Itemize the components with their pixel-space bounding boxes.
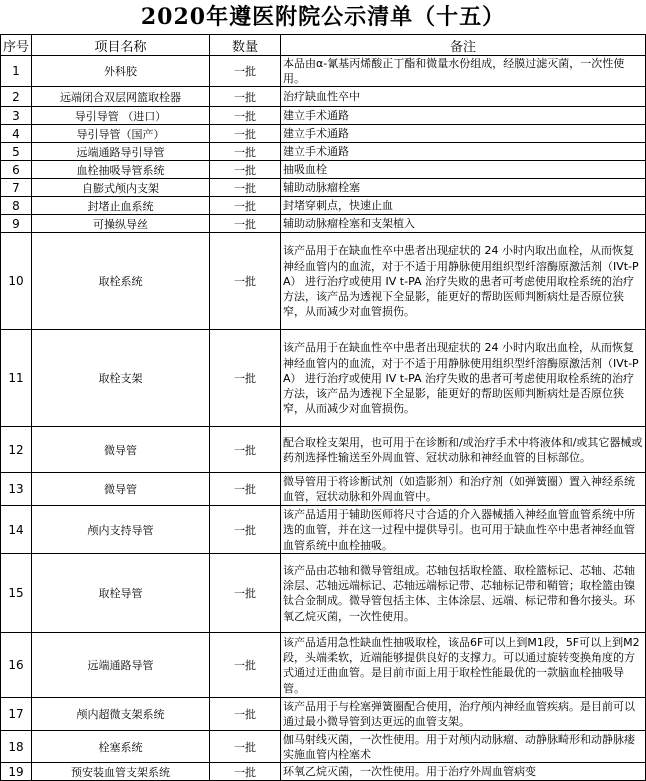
table-row xyxy=(1,107,646,125)
row-note: 配合取栓支架用，也可用于在诊断和/或治疗手术中将液体和/或其它器械或药剂选择性输送至外周血管、冠状动脉和神经血管的目标部位。 xyxy=(281,427,646,473)
table-row xyxy=(1,330,646,427)
table-row xyxy=(1,731,646,763)
row-index: 7 xyxy=(1,179,32,197)
table-row xyxy=(1,233,646,330)
row-item-name: 取栓支架 xyxy=(32,330,210,427)
row-index: 16 xyxy=(1,633,32,698)
row-index: 12 xyxy=(1,427,32,473)
row-item-name: 预安装血管支架系统 xyxy=(32,763,210,781)
row-index: 2 xyxy=(1,87,32,107)
row-quantity: 一批 xyxy=(210,330,281,427)
row-index: 18 xyxy=(1,731,32,763)
row-item-name: 颅内超微支架系统 xyxy=(32,698,210,731)
row-index: 4 xyxy=(1,125,32,143)
row-quantity: 一批 xyxy=(210,506,281,554)
row-index: 8 xyxy=(1,197,32,215)
row-quantity: 一批 xyxy=(210,763,281,781)
row-index: 5 xyxy=(1,143,32,161)
row-quantity: 一批 xyxy=(210,473,281,506)
row-item-name: 取栓系统 xyxy=(32,233,210,330)
table-row xyxy=(1,215,646,233)
row-index: 3 xyxy=(1,107,32,125)
row-item-name: 微导管 xyxy=(32,473,210,506)
row-index: 15 xyxy=(1,554,32,633)
row-item-name: 栓塞系统 xyxy=(32,731,210,763)
row-note: 环氧乙烷灭菌，一次性使用。用于治疗外周血管病变 xyxy=(281,763,646,781)
row-note: 抽吸血栓 xyxy=(281,161,646,179)
row-note: 建立手术通路 xyxy=(281,107,646,125)
table-row xyxy=(1,161,646,179)
row-quantity: 一批 xyxy=(210,87,281,107)
row-index: 10 xyxy=(1,233,32,330)
row-index: 17 xyxy=(1,698,32,731)
table-row xyxy=(1,506,646,554)
row-item-name: 远端闭合双层网篮取栓器 xyxy=(32,87,210,107)
table-row xyxy=(1,427,646,473)
table-row xyxy=(1,698,646,731)
row-quantity: 一批 xyxy=(210,197,281,215)
row-item-name: 微导管 xyxy=(32,427,210,473)
row-note: 该产品用于与栓塞弹簧圈配合使用，治疗颅内神经血管疾病。是目前可以通过最小微导管到达更远的血管支架。 xyxy=(281,698,646,731)
table-row xyxy=(1,179,646,197)
row-note: 建立手术通路 xyxy=(281,143,646,161)
table-row xyxy=(1,633,646,698)
table-row xyxy=(1,473,646,506)
row-note: 该产品用于在缺血性卒中患者出现症状的 24 小时内取出血栓，从而恢复神经血管内的血流，对于不适于用静脉使用组织型纤溶酶原激活剂（IVt-PA） 进行治疗或使用 IV t-PA 治疗失败的患者可考虑使用取栓系统的治疗方法，该产品为透视下全显影，能更好的帮助医师判断病灶是否原位狭窄，从而减少对血管损伤。 xyxy=(281,233,646,330)
row-quantity: 一批 xyxy=(210,215,281,233)
row-note: 微导管用于将诊断试剂（如造影剂）和治疗剂（如弹簧圈）置入神经系统血管，冠状动脉和外周血管中。 xyxy=(281,473,646,506)
row-note: 辅助动脉瘤栓塞 xyxy=(281,179,646,197)
table-row xyxy=(1,554,646,633)
row-quantity: 一批 xyxy=(210,633,281,698)
row-item-name: 自膨式颅内支架 xyxy=(32,179,210,197)
row-note: 该产品适用于辅助医师将尺寸合适的介入器械插入神经血管血管系统中所选的血管，并在这一过程中提供导引。也可用于缺血性卒中患者神经血管血管系统中血栓抽吸。 xyxy=(281,506,646,554)
row-quantity: 一批 xyxy=(210,125,281,143)
row-index: 11 xyxy=(1,330,32,427)
row-item-name: 取栓导管 xyxy=(32,554,210,633)
table-row xyxy=(1,143,646,161)
row-note: 建立手术通路 xyxy=(281,125,646,143)
row-note: 辅助动脉瘤栓塞和支架植入 xyxy=(281,215,646,233)
row-index: 14 xyxy=(1,506,32,554)
row-index: 9 xyxy=(1,215,32,233)
row-item-name: 导引导管 （进口） xyxy=(32,107,210,125)
row-note: 该产品适用急性缺血性抽吸取栓，该品6F可以上到M1段，5F可以上到M2段，头端柔软，近端能够提供良好的支撑力。可以通过旋转变换角度的方式通过迂曲血管。是目前市面上用于取栓性能最优的一款脑血栓抽吸导管。 xyxy=(281,633,646,698)
row-note: 封堵穿刺点，快速止血 xyxy=(281,197,646,215)
row-quantity: 一批 xyxy=(210,698,281,731)
row-quantity: 一批 xyxy=(210,233,281,330)
page-title: 2020年遵医附院公示清单（十五） xyxy=(140,4,506,30)
row-quantity: 一批 xyxy=(210,731,281,763)
row-index: 13 xyxy=(1,473,32,506)
row-item-name: 血栓抽吸导管系统 xyxy=(32,161,210,179)
row-item-name: 颅内支持导管 xyxy=(32,506,210,554)
table-row xyxy=(1,56,646,87)
table-row xyxy=(1,125,646,143)
row-note: 伽马射线灭菌，一次性使用。用于对颅内动脉瘤、动静脉畸形和动静脉瘘实施血管内栓塞术 xyxy=(281,731,646,763)
row-quantity: 一批 xyxy=(210,107,281,125)
row-index: 1 xyxy=(1,56,32,87)
row-item-name: 可操纵导丝 xyxy=(32,215,210,233)
row-item-name: 远端通路导引导管 xyxy=(32,143,210,161)
header-quantity: 数量 xyxy=(210,35,281,56)
row-item-name: 封堵止血系统 xyxy=(32,197,210,215)
announcement-table xyxy=(0,34,646,781)
row-quantity: 一批 xyxy=(210,554,281,633)
row-quantity: 一批 xyxy=(210,56,281,87)
row-quantity: 一批 xyxy=(210,161,281,179)
header-note: 备注 xyxy=(281,35,646,56)
row-item-name: 外科胶 xyxy=(32,56,210,87)
row-note: 该产品用于在缺血性卒中患者出现症状的 24 小时内取出血栓，从而恢复神经血管内的血流，对于不适于用静脉使用组织型纤溶酶原激活剂（IVt-PA） 进行治疗或使用 IV t-PA 治疗失败的患者可考虑使用取栓系统的治疗方法，该产品为透视下全显影，能更好的帮助医师判断病灶是否原位狭窄，从而减少对血管损伤。 xyxy=(281,330,646,427)
row-note: 治疗缺血性卒中 xyxy=(281,87,646,107)
header-index: 序号 xyxy=(1,35,32,56)
row-note: 本品由α-氰基丙烯酸正丁酯和微量水份组成，经膜过滤灭菌，一次性使用。 xyxy=(281,56,646,87)
row-index: 6 xyxy=(1,161,32,179)
table-row xyxy=(1,87,646,107)
row-item-name: 远端通路导管 xyxy=(32,633,210,698)
row-index: 19 xyxy=(1,763,32,781)
table-row xyxy=(1,763,646,781)
row-item-name: 导引导管（国产） xyxy=(32,125,210,143)
row-note: 该产品由芯轴和微导管组成。芯轴包括取栓篮、取栓篮标记、芯轴、芯轴涂层、芯轴远端标记、芯轴远端标记带、芯轴标记带和鞘管；取栓篮由镍钛合金制成。微导管包括主体、主体涂层、远端、标记带和鲁尔接头。环氧乙烷灭菌，一次性使用。 xyxy=(281,554,646,633)
header-name: 项目名称 xyxy=(32,35,210,56)
row-quantity: 一批 xyxy=(210,427,281,473)
row-quantity: 一批 xyxy=(210,179,281,197)
table-body xyxy=(1,56,646,781)
table-row xyxy=(1,197,646,215)
table-header-row xyxy=(1,35,646,56)
row-quantity: 一批 xyxy=(210,143,281,161)
